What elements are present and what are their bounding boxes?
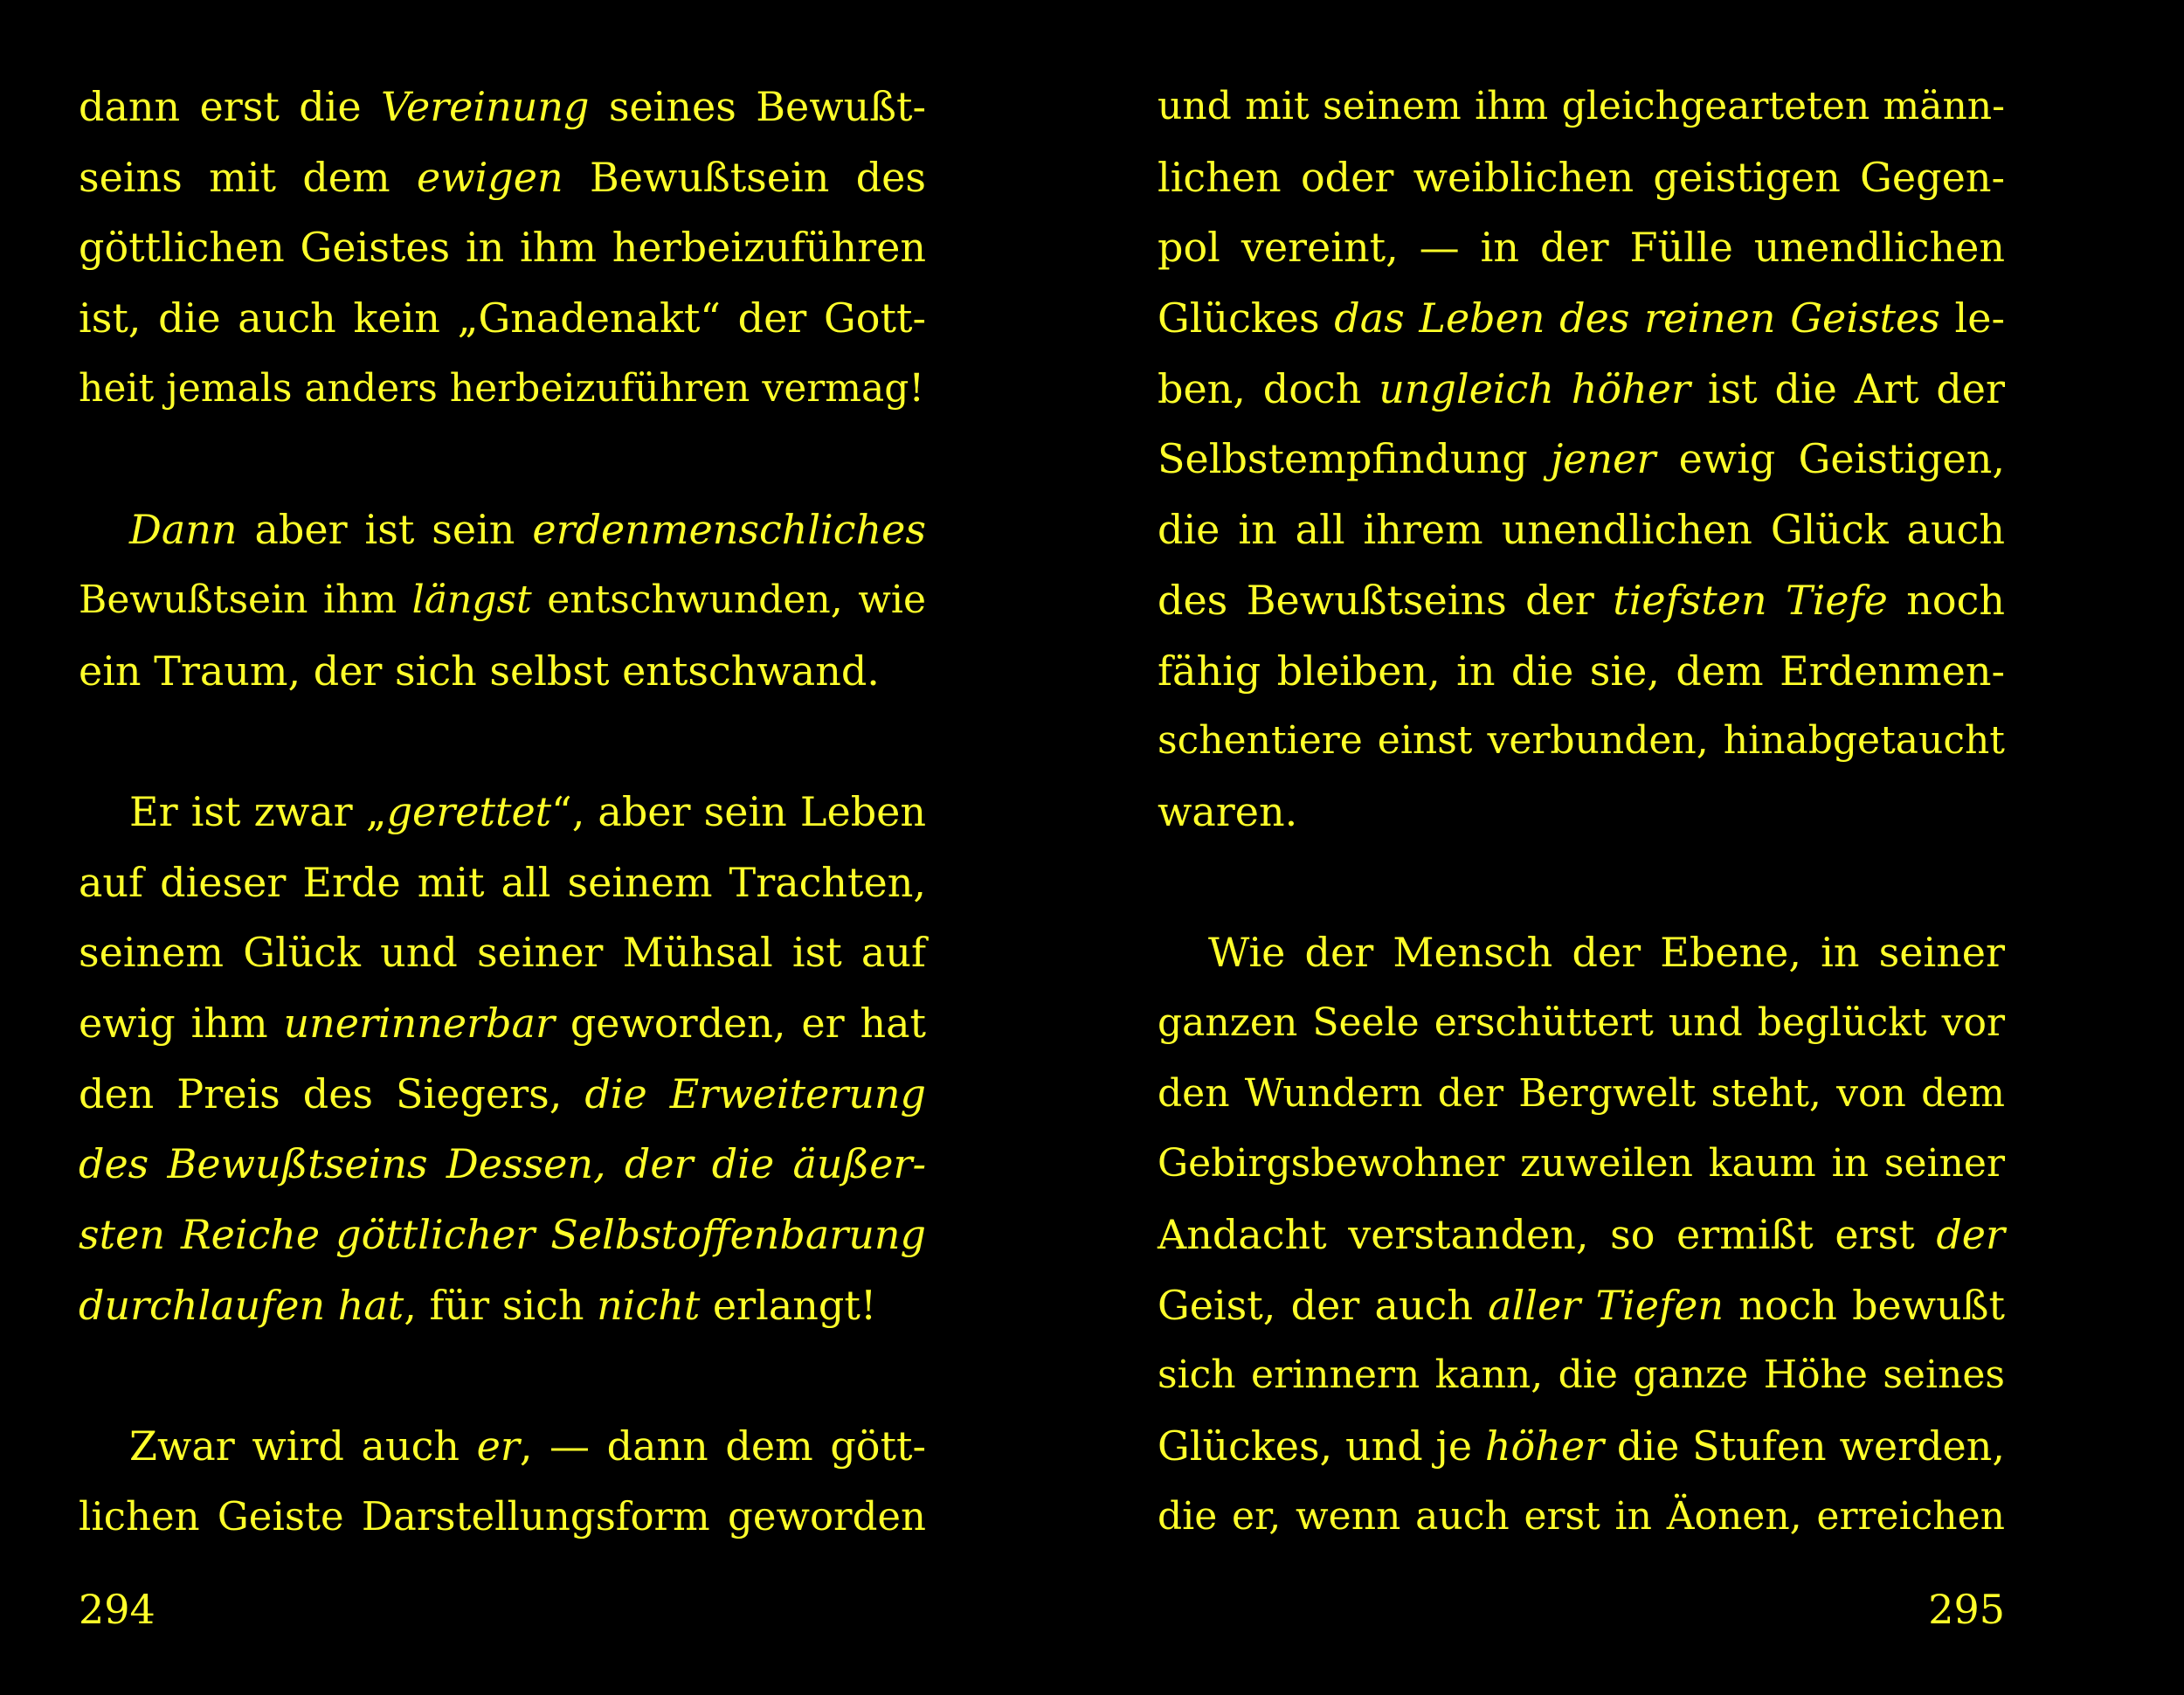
text-run: schentiere einst verbunden, hinabgetaucht (1158, 718, 2005, 764)
text-line (79, 565, 926, 636)
text-run: Andacht verstanden, so ermißt erst (1158, 1211, 1937, 1258)
text-line (1158, 777, 2005, 848)
text-run: seins mit dem (79, 153, 417, 201)
emphasized-text: unerinnerbar (283, 999, 555, 1047)
text-run: noch bewußt (1723, 1281, 2005, 1329)
paragraph (79, 495, 926, 706)
text-line (1158, 354, 2005, 425)
emphasized-text: die Erweiterung (584, 1069, 927, 1117)
text-line (1158, 142, 2005, 213)
text-line (79, 212, 926, 283)
text-run: ben, doch (1158, 364, 1379, 412)
text-line (79, 1270, 926, 1341)
text-run: ganzen Seele erschüttert und beglückt vor (1158, 1000, 2005, 1045)
emphasized-text: nicht (597, 1281, 701, 1329)
text-line (1158, 283, 2005, 354)
paragraph (79, 1411, 926, 1552)
text-line (79, 72, 926, 142)
text-run: göttlichen Geistes in ihm herbeizuführen (79, 224, 926, 272)
text-line (79, 354, 926, 425)
text-run: Er ist zwar „ (129, 787, 387, 835)
text-line (79, 988, 926, 1059)
paragraph (1158, 72, 2005, 848)
text-run: die Stufen werden, (1604, 1422, 2005, 1470)
emphasized-text: der (1936, 1211, 2005, 1258)
text-run: pol vereint, — in der Fülle unendlichen (1158, 224, 2005, 272)
paragraph (79, 777, 926, 1341)
emphasized-text: Vereinung (380, 83, 590, 130)
text-run: , für sich (404, 1281, 598, 1329)
text-line (1158, 706, 2005, 777)
emphasized-text: ungleich höher (1379, 364, 1690, 412)
text-run: dann erst die (79, 83, 381, 130)
text-run: lichen Geiste Darstellungsform geworden (79, 1492, 926, 1539)
text-line (1158, 988, 2005, 1059)
text-line (1158, 636, 2005, 707)
text-run: seines Bewußt- (589, 83, 926, 130)
text-run: Glückes (1158, 294, 1335, 342)
emphasized-text: höher (1484, 1422, 1605, 1470)
text-run: ewig Geistigen, (1655, 435, 2005, 483)
text-line (1158, 1340, 2005, 1411)
text-run: ein Traum, der sich selbst entschwand. (79, 647, 880, 695)
paragraph (1158, 917, 2005, 1552)
text-run: erlangt! (700, 1281, 877, 1329)
left-page-text (79, 72, 926, 1552)
text-line (79, 142, 926, 213)
text-line (79, 1411, 926, 1482)
text-run: ist, die auch kein „Gnadenakt“ der Gott- (79, 294, 926, 342)
text-run: entschwunden, wie (531, 577, 926, 622)
text-run: auf dieser Erde mit all seinem Trachten, (79, 858, 926, 906)
text-run: heit jemals anders herbeizuführen vermag! (79, 365, 925, 411)
text-line (1158, 212, 2005, 283)
text-run: den Wundern der Bergwelt steht, von dem (1158, 1070, 2005, 1116)
text-run: sich erinnern kann, die ganze Höhe seines (1158, 1353, 2005, 1398)
text-line (79, 1482, 926, 1553)
text-run: den Preis des Siegers, (79, 1069, 585, 1117)
emphasized-text: ewigen (416, 153, 563, 201)
text-line (79, 636, 926, 707)
text-line (79, 777, 926, 848)
left-page (79, 0, 926, 1695)
text-run: und mit seinem ihm gleichgearteten männ- (1158, 84, 2005, 128)
right-page-text (1158, 72, 2005, 1552)
text-line (79, 283, 926, 354)
emphasized-text: tiefsten Tiefe (1613, 576, 1888, 624)
text-line (79, 1200, 926, 1270)
text-line (1158, 1129, 2005, 1200)
text-line (79, 917, 926, 988)
text-line (1158, 1270, 2005, 1341)
emphasized-text: des Bewußtseins Dessen, der die äußer- (79, 1140, 926, 1188)
text-run: geworden, er hat (554, 999, 926, 1047)
text-line (1158, 917, 2005, 988)
text-line (1158, 424, 2005, 495)
text-line (79, 1129, 926, 1200)
text-line (79, 848, 926, 918)
text-run: Gebirgsbewohner zuweilen kaum in seiner (1158, 1141, 2005, 1186)
text-run: Geist, der auch (1158, 1281, 1489, 1329)
text-run: “, aber sein Leben (551, 787, 926, 835)
text-run: Wie der Mensch der Ebene, in seiner (1208, 929, 2005, 977)
text-run: die in all ihrem unendlichen Glück auch (1158, 506, 2005, 554)
text-run: die er, wenn auch erst in Äonen, erreichen (1158, 1493, 2005, 1539)
text-run: ewig ihm (79, 999, 284, 1047)
emphasized-text: Dann (129, 506, 238, 554)
page-number-left: 294 (79, 1586, 156, 1633)
emphasized-text: das Leben des reinen Geistes (1334, 294, 1940, 342)
emphasized-text: gerettet (386, 787, 552, 835)
paragraph (79, 72, 926, 424)
text-run: , — dann dem gött- (519, 1422, 926, 1470)
text-run: ist die Art der (1690, 364, 2005, 412)
emphasized-text: längst (411, 577, 532, 622)
text-line (79, 1059, 926, 1130)
text-line (1158, 565, 2005, 636)
text-run: Selbstempfindung (1158, 435, 1551, 483)
text-run: Bewußtsein des (563, 153, 926, 201)
text-run: aber ist sein (237, 506, 533, 554)
text-line (1158, 1200, 2005, 1270)
right-page (1158, 0, 2005, 1695)
text-run: Zwar wird auch (129, 1422, 477, 1470)
emphasized-text: erdenmenschliches (532, 506, 926, 554)
emphasized-text: aller Tiefen (1488, 1281, 1724, 1329)
emphasized-text: jener (1550, 435, 1656, 483)
text-line (1158, 72, 2005, 142)
text-run: noch (1887, 576, 2005, 624)
text-line (79, 495, 926, 565)
text-run: seinem Glück und seiner Mühsal ist auf (79, 929, 926, 977)
text-run: fähig bleiben, in die sie, dem Erdenmen- (1158, 647, 2005, 695)
text-line (1158, 1411, 2005, 1482)
text-run: waren. (1158, 787, 1298, 835)
text-line (1158, 1059, 2005, 1130)
text-run: des Bewußtseins der (1158, 576, 1614, 624)
text-run: lichen oder weiblichen geistigen Gegen- (1158, 153, 2005, 201)
text-run: Bewußtsein ihm (79, 577, 412, 622)
emphasized-text: sten Reiche göttlicher Selbstoffenbarung (79, 1211, 926, 1258)
emphasized-text: er (476, 1422, 520, 1470)
page-number-right: 295 (1928, 1586, 2005, 1633)
text-run: Glückes, und je (1158, 1422, 1485, 1470)
text-line (1158, 495, 2005, 565)
text-run: le- (1939, 294, 2005, 342)
emphasized-text: durchlaufen hat (79, 1281, 404, 1329)
text-line (1158, 1482, 2005, 1553)
